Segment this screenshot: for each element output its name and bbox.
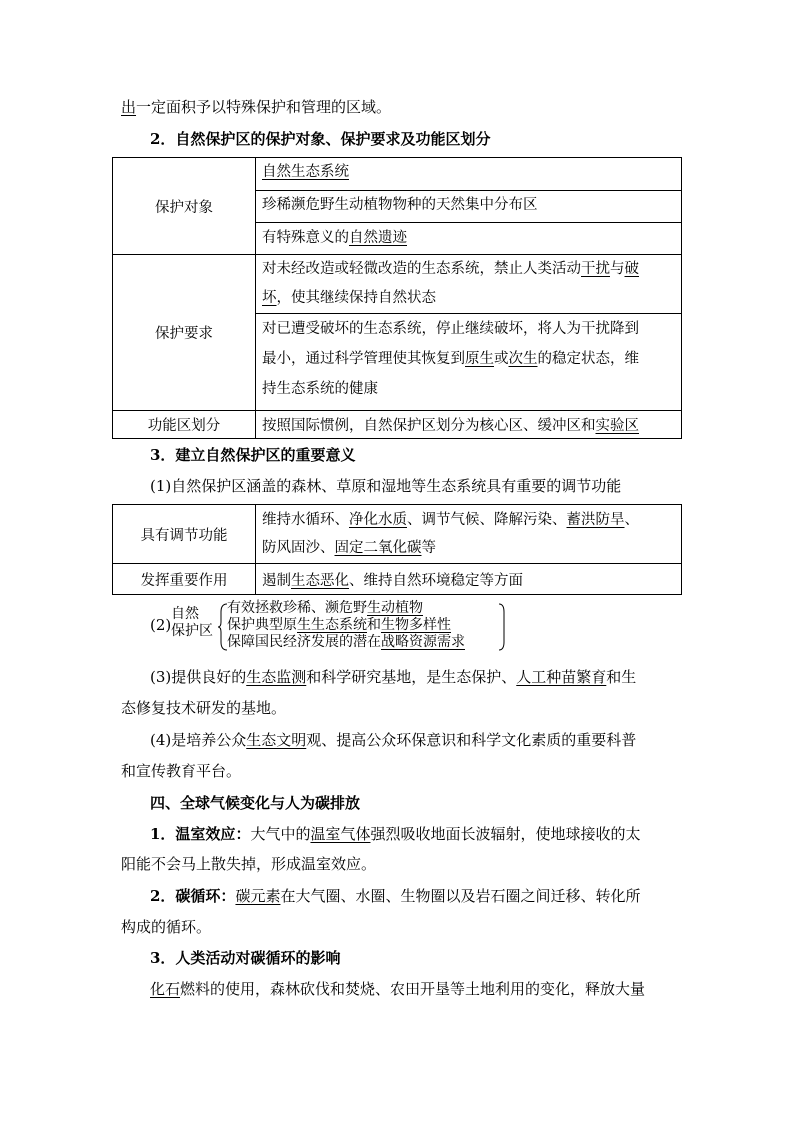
text: 最小，通过科学管理使其恢复到 [262, 351, 465, 367]
term: 2．碳循环： [150, 887, 236, 905]
underline-answer: 碳元素 [235, 887, 281, 905]
protection-table [112, 157, 682, 439]
heading-4 [150, 792, 360, 813]
text: 维持水循环、 [262, 512, 349, 528]
text: 的稳定状态，维 [537, 351, 639, 367]
text: (4)是培养公众 [150, 731, 247, 749]
text: 和科学研究基地，是生态保护、 [306, 668, 517, 686]
para-6b [121, 916, 211, 937]
text: 、调节气候、降解污染、 [407, 512, 567, 528]
text: 对未经改造或轻微改造的生态系统，禁止人类活动 [262, 261, 581, 277]
underline-answer: 实验区 [595, 418, 639, 434]
label-regulate: 具有调节功能 [113, 505, 256, 564]
underline-answer: 自然遗迹 [349, 229, 407, 246]
para-5b [121, 853, 376, 874]
text: 有效拯救珍稀、濒危野 [227, 600, 367, 616]
underline-answer: 固定二氧化碳 [334, 540, 422, 556]
cell-protect-object [256, 158, 682, 255]
text: 观、提高公众环保意识和科学文化素质的重要科普 [306, 731, 637, 749]
para-5 [150, 823, 641, 844]
underline-answer: 生物多样性 [381, 617, 451, 633]
underline-answer: 干扰 [581, 261, 610, 277]
underline-answer: 温室气体 [310, 825, 371, 843]
text: 构成的循环。 [121, 918, 212, 936]
text: 在大气圈、水圈、生物圈以及岩石圈之间迁移、转化所 [280, 887, 641, 905]
text: 和宣传教育平台。 [121, 762, 242, 780]
function-table [112, 504, 682, 595]
underline-answer: 出 [121, 98, 137, 116]
text: 按照国际惯例，自然保护区划分为核心区、缓冲区和 [262, 418, 596, 434]
text: 持生态系统的健康 [262, 381, 378, 397]
item [256, 190, 681, 222]
text: 、维持自然环境稳定等方面 [349, 572, 523, 589]
term: 1．温室效应： [150, 825, 251, 843]
text: (1)自然保护区涵盖的森林、草原和湿地等生态系统具有重要的调节功能 [150, 477, 622, 495]
heading-text: 3．人类活动对碳循环的影响 [150, 949, 341, 967]
underline-answer: 战略资源需求 [381, 634, 465, 650]
text: 和生 [606, 668, 637, 686]
para-top [121, 96, 391, 117]
item [256, 222, 681, 254]
para-4 [150, 729, 636, 750]
underline-answer: 生生态系统 [297, 617, 367, 633]
para-3 [150, 666, 636, 687]
text: 珍稀濒危野生动植物物种的天然集中分布区 [262, 196, 538, 213]
text: 和 [367, 617, 381, 633]
text: 对已遭受破坏的生态系统，停止继续破坏，将人为干扰降到 [262, 321, 639, 337]
text: 有特殊意义的 [262, 229, 349, 246]
text: 保护区 [171, 623, 213, 639]
underline-answer: 生态文明 [246, 731, 307, 749]
cell-regulate [256, 505, 682, 564]
text: 或 [494, 351, 509, 367]
heading-2 [150, 128, 490, 149]
brace-item [227, 617, 465, 634]
item [256, 255, 681, 313]
text: ，使其继续保持自然状态 [276, 290, 436, 306]
para-7 [150, 978, 645, 999]
text: 保障国民经济发展的潜在 [227, 634, 381, 650]
para-6 [150, 885, 640, 906]
underline-answer: 原生 [465, 351, 494, 367]
heading-3 [150, 444, 355, 465]
text: 强烈吸收地面长波辐射，使地球接收的太 [370, 825, 641, 843]
underline-answer: 坏 [262, 290, 277, 306]
underline-answer: 次生 [508, 351, 538, 367]
text: 自然 [171, 606, 199, 622]
brace-item [227, 600, 465, 617]
text: 与 [610, 261, 625, 277]
brace-items [227, 600, 465, 651]
text: 防风固沙、 [262, 540, 335, 556]
brace-item [227, 634, 465, 651]
para-3b [121, 697, 286, 718]
underline-answer: 蓄洪防旱 [566, 512, 625, 528]
text: 、 [624, 512, 639, 528]
text: 保护典型原 [227, 617, 297, 633]
label-protect-object: 保护对象 [113, 158, 256, 255]
heading-text: 四、全球气候变化与人为碳排放 [150, 794, 361, 812]
underline-answer: 化石 [150, 980, 181, 998]
cell-function-zone [256, 411, 682, 439]
heading-text: 2．自然保护区的保护对象、保护要求及功能区划分 [150, 130, 491, 148]
text: 等 [421, 540, 436, 556]
text: 阳能不会马上散失掉，形成温室效应。 [121, 855, 377, 873]
right-brace-icon [498, 602, 508, 652]
underline-answer: 净化水质 [349, 512, 407, 528]
text: 一定面积予以特殊保护和管理的区域。 [136, 98, 392, 116]
text: 态修复技术研发的基地。 [121, 699, 287, 717]
underline-answer: 生动植物 [367, 600, 423, 616]
label-important-role: 发挥重要作用 [113, 564, 256, 595]
text: 遏制 [262, 572, 291, 589]
label-protect-require: 保护要求 [113, 255, 256, 411]
text: 大气中的 [250, 825, 311, 843]
cell-important-role [256, 564, 682, 595]
underline-answer: 破 [624, 261, 639, 277]
item [256, 313, 681, 410]
para-4b [121, 760, 241, 781]
underline-answer: 自然生态系统 [262, 163, 349, 180]
text: (3)提供良好的 [150, 668, 247, 686]
underline-answer: 人工种苗繁育 [516, 668, 607, 686]
underline-answer: 生态监测 [246, 668, 307, 686]
heading-text: 3．建立自然保护区的重要意义 [150, 446, 356, 464]
text: 燃料的使用，森林砍伐和焚烧、农田开垦等土地利用的变化，释放大量 [180, 980, 646, 998]
cell-protect-require [256, 255, 682, 411]
label-function-zone: 功能区划分 [113, 411, 256, 439]
underline-answer: 生态恶化 [291, 572, 349, 589]
item [256, 159, 681, 190]
para-2-num: (2) [150, 616, 172, 634]
heading-5 [150, 947, 340, 968]
brace-label [171, 606, 213, 640]
para-1 [150, 475, 621, 496]
